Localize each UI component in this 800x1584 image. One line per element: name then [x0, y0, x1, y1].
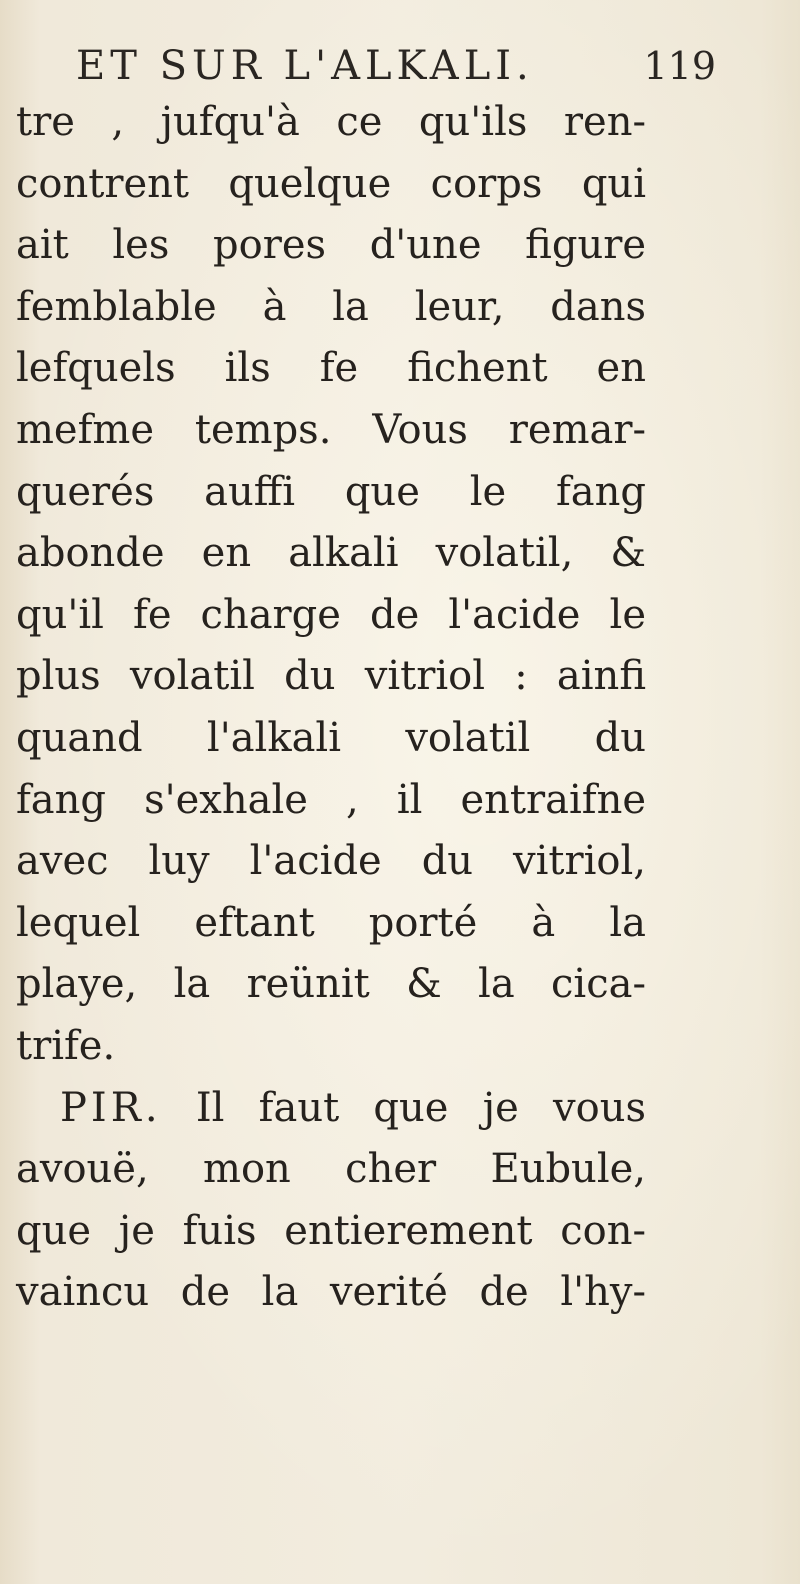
- text-line: quand l'alkali volatil du: [16, 714, 646, 761]
- text-line: lefquels ils fe fichent en: [16, 345, 646, 392]
- text-line: plus volatil du vitriol : ainfi: [16, 653, 646, 700]
- text-line: trife.: [16, 1022, 116, 1069]
- page-number: 119: [643, 44, 716, 88]
- text-line: que je fuis entierement con-: [16, 1207, 646, 1254]
- text-line: femblable à la leur, dans: [16, 283, 646, 330]
- text-line: playe, la reünit & la cica-: [16, 961, 646, 1008]
- text-line: contrent quelque corps qui: [16, 160, 646, 207]
- text-line: avouë, mon cher Eubule,: [16, 1146, 646, 1193]
- body-text: [16, 92, 646, 1324]
- running-head: ET SUR L'ALKALI.: [76, 43, 534, 89]
- text-line: querés auffi que le fang: [16, 468, 646, 515]
- text-line: vaincu de la verité de l'hy-: [16, 1269, 646, 1316]
- paragraph-first-line: [16, 1078, 646, 1140]
- text-line: ait les pores d'une figure: [16, 222, 646, 269]
- text-line: avec luy l'acide du vitriol,: [16, 838, 646, 885]
- text-line: tre , jufqu'à ce qu'ils ren-: [16, 99, 646, 145]
- text-line: mefme temps. Vous remar-: [16, 406, 646, 453]
- page-header: [76, 36, 716, 96]
- text-line: lequel eftant porté à la: [16, 899, 646, 946]
- speaker-name: PIR.: [60, 1084, 162, 1131]
- paragraph-first-line-text: Il faut que je vous: [195, 1084, 646, 1131]
- text-line: fang s'exhale , il entraifne: [16, 776, 646, 823]
- text-line: qu'il fe charge de l'acide le: [16, 591, 646, 638]
- text-line: abonde en alkali volatil, &: [16, 530, 646, 577]
